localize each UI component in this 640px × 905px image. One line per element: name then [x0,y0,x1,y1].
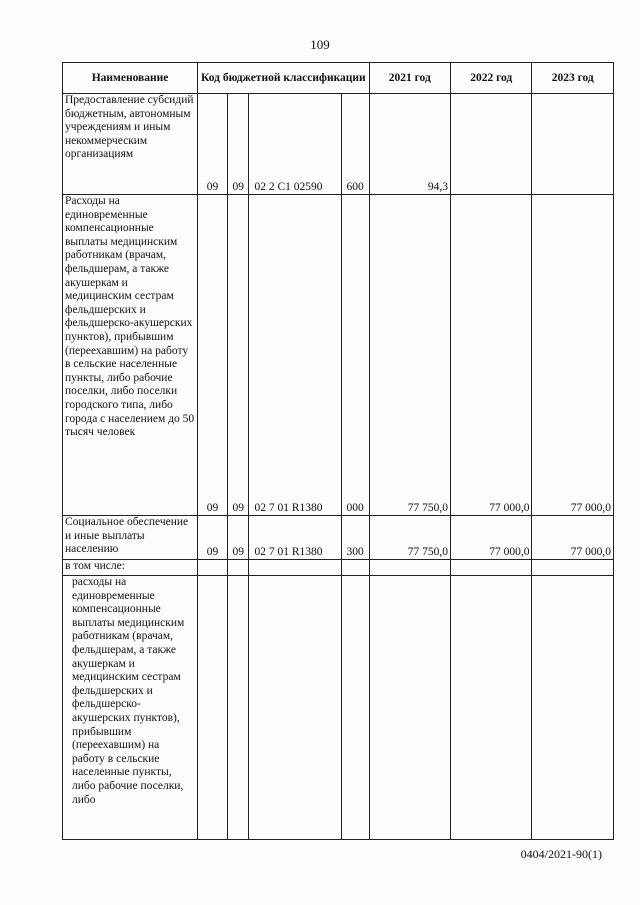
table-row [63,560,614,576]
row-value-2021: 77 750,0 [369,195,450,516]
row-code-subsection [228,576,249,840]
row-code-subsection [228,560,249,576]
header-year-2022: 2022 год [451,63,532,94]
table-row [63,94,614,195]
table-row [63,516,614,560]
row-value-2021 [369,560,450,576]
row-name: в том числе: [63,560,198,576]
row-code-expense-type [341,560,369,576]
page-number: 109 [310,37,330,52]
table-header-row [63,63,614,94]
header-year-2021: 2021 год [369,63,450,94]
row-code-expense-type: 600 [341,94,369,195]
row-code-expense-type: 300 [341,516,369,560]
row-value-2021: 94,3 [369,94,450,195]
row-code-subsection: 09 [228,195,249,516]
row-value-2022: 77 000,0 [451,195,532,516]
row-code-expense-type [341,576,369,840]
header-code: Код бюджетной классификации [198,63,370,94]
row-name: расходы на единовременные компенсационные выплаты медицинским работникам (врачам, фельдшерам, а также акушеркам и медицинским сестрам фельдшерских и фельдшерско-акушерских пунктов), прибывшим (переехавшим) на работу в сельские населенные пункты, либо рабочие поселки, либо [63,576,198,840]
row-name: Расходы на единовременные компенсационные выплаты медицинским работникам (врачам, фельдшерам, а также акушеркам и медицинским сестрам фельдшерских и фельдшерско-акушерских пунктов), прибывшим (переехавшим) на работу в сельские населенные пункты, либо рабочие поселки, либо поселки городского типа, либо города с населением до 50 тысяч человек [63,195,198,516]
row-code-target: 02 7 01 R1380 [249,195,341,516]
row-code-section [198,576,228,840]
row-code-section [198,560,228,576]
row-code-target [249,560,341,576]
table-row [63,576,614,840]
row-value-2023: 77 000,0 [532,195,614,516]
row-code-section: 09 [198,195,228,516]
row-name: Социальное обеспечение и иные выплаты населению [63,516,198,560]
row-value-2023 [532,576,614,840]
row-value-2023: 77 000,0 [532,516,614,560]
header-year-2023: 2023 год [532,63,614,94]
row-value-2021: 77 750,0 [369,516,450,560]
row-value-2023 [532,560,614,576]
row-code-subsection: 09 [228,94,249,195]
row-code-target: 02 2 С1 02590 [249,94,341,195]
row-code-section: 09 [198,94,228,195]
row-code-target: 02 7 01 R1380 [249,516,341,560]
row-value-2022 [451,576,532,840]
row-value-2021 [369,576,450,840]
row-code-expense-type: 000 [341,195,369,516]
row-value-2022: 77 000,0 [451,516,532,560]
document-code: 0404/2021-90(1) [520,847,602,861]
row-code-target [249,576,341,840]
row-value-2023 [532,94,614,195]
table-row [63,195,614,516]
row-value-2022 [451,560,532,576]
row-value-2022 [451,94,532,195]
row-code-subsection: 09 [228,516,249,560]
row-code-section: 09 [198,516,228,560]
header-name: Наименование [63,63,198,94]
budget-table [62,62,614,840]
row-name: Предоставление субсидий бюджетным, автономным учреждениям и иным некоммерческим организациям [63,94,198,195]
